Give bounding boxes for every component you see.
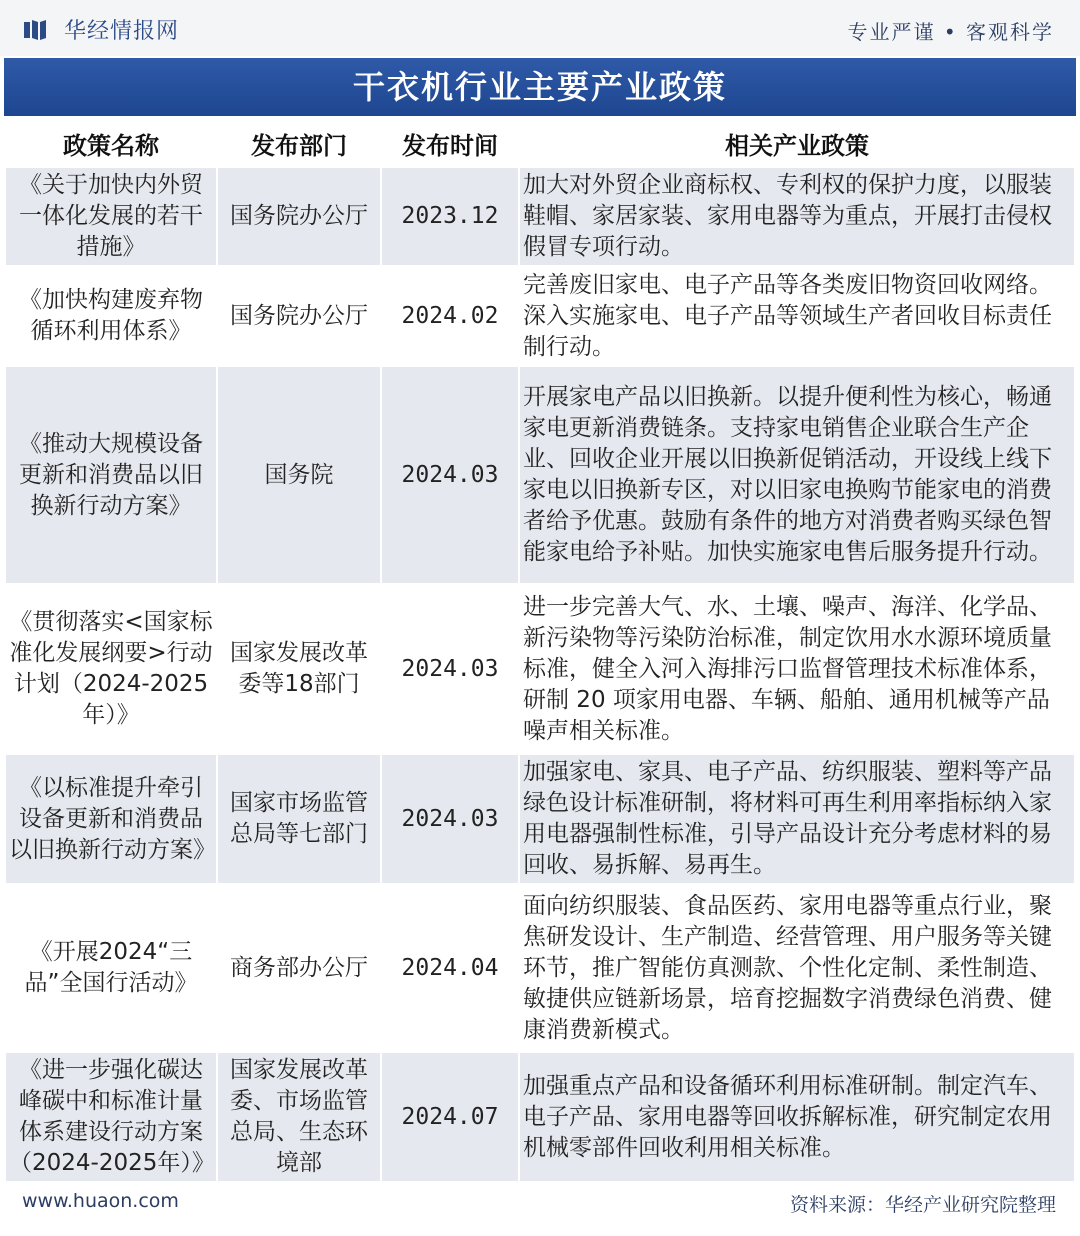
policy-name: 《推动大规模设备更新和消费品以旧换新行动方案》 — [6, 367, 216, 583]
policy-date: 2024.03 — [382, 367, 518, 583]
policy-dept: 国家发展改革委、市场监管总局、生态环境部 — [218, 1053, 380, 1181]
policy-date: 2024.04 — [382, 885, 518, 1051]
policy-content: 进一步完善大气、水、土壤、噪声、海洋、化学品、新污染物等污染防治标准，制定饮用水水源环境质量标准，健全入河入海排污口监督管理技术标准体系，研制 20 项家用电器、车辆、船舶、通用机械等产品噪声相关标准。 — [520, 585, 1074, 753]
policy-content: 面向纺织服装、食品医药、家用电器等重点行业，聚焦研发设计、生产制造、经营管理、用户服务等关键环节，推广智能仿真测款、个性化定制、柔性制造、敏捷供应链新场景，培育挖掘数字消费绿色消费、健康消费新模式。 — [520, 885, 1074, 1051]
policy-date: 2024.02 — [382, 267, 518, 365]
policy-dept: 国家市场监管总局等七部门 — [218, 755, 380, 883]
website-link[interactable]: www.huaon.com — [22, 1190, 179, 1212]
policy-dept: 国务院 — [218, 367, 380, 583]
policy-name: 《关于加快内外贸一体化发展的若干措施》 — [6, 168, 216, 265]
logo-icon — [24, 20, 52, 44]
policy-table — [4, 118, 1076, 1183]
policy-name: 《开展2024“三品”全国行活动》 — [6, 885, 216, 1051]
page-title: 干衣机行业主要产业政策 — [4, 58, 1076, 116]
policy-content: 加大对外贸企业商标权、专利权的保护力度，以服装鞋帽、家居家装、家用电器等为重点，开展打击侵权假冒专项行动。 — [520, 168, 1074, 265]
column-header-policy: 相关产业政策 — [520, 120, 1074, 166]
policy-name: 《以标准提升牵引设备更新和消费品以旧换新行动方案》 — [6, 755, 216, 883]
table-row — [6, 1053, 1074, 1181]
top-bar — [0, 0, 1080, 56]
table-row — [6, 585, 1074, 753]
policy-content: 开展家电产品以旧换新。以提升便利性为核心，畅通家电更新消费链条。支持家电销售企业联合生产企业、回收企业开展以旧换新促销活动，开设线上线下家电以旧换新专区，对以旧家电换购节能家电的消费者给予优惠。鼓励有条件的地方对消费者购买绿色智能家电给予补贴。加快实施家电售后服务提升行动。 — [520, 367, 1074, 583]
slogan: 专业严谨 • 客观科学 — [847, 20, 1054, 44]
table-row — [6, 168, 1074, 265]
policy-date: 2024.03 — [382, 585, 518, 753]
policy-name: 《进一步强化碳达峰碳中和标准计量体系建设行动方案（2024-2025年）》 — [6, 1053, 216, 1181]
source-note: 资料来源：华经产业研究院整理 — [789, 1194, 1056, 1216]
column-header-dept: 发布部门 — [218, 120, 380, 166]
policy-dept: 国家发展改革委等18部门 — [218, 585, 380, 753]
table-header-row — [6, 120, 1074, 166]
policy-content: 完善废旧家电、电子产品等各类废旧物资回收网络。深入实施家电、电子产品等领域生产者回收目标责任制行动。 — [520, 267, 1074, 365]
logo-text: 华经情报网 — [64, 19, 180, 44]
table-row — [6, 885, 1074, 1051]
column-header-date: 发布时间 — [382, 120, 518, 166]
table-row — [6, 267, 1074, 365]
policy-name: 《加快构建废弃物循环利用体系》 — [6, 267, 216, 365]
policy-date: 2024.03 — [382, 755, 518, 883]
policy-dept: 商务部办公厅 — [218, 885, 380, 1051]
table-row — [6, 755, 1074, 883]
policy-dept: 国务院办公厅 — [218, 267, 380, 365]
table-row — [6, 367, 1074, 583]
policy-dept: 国务院办公厅 — [218, 168, 380, 265]
policy-content: 加强家电、家具、电子产品、纺织服装、塑料等产品绿色设计标准研制，将材料可再生利用率指标纳入家用电器强制性标准，引导产品设计充分考虑材料的易回收、易拆解、易再生。 — [520, 755, 1074, 883]
policy-name: 《贯彻落实<国家标准化发展纲要>行动计划（2024-2025年）》 — [6, 585, 216, 753]
policy-content: 加强重点产品和设备循环利用标准研制。制定汽车、电子产品、家用电器等回收拆解标准，研究制定农用机械零部件回收利用相关标准。 — [520, 1053, 1074, 1181]
column-header-name: 政策名称 — [6, 120, 216, 166]
policy-date: 2024.07 — [382, 1053, 518, 1181]
policy-date: 2023.12 — [382, 168, 518, 265]
